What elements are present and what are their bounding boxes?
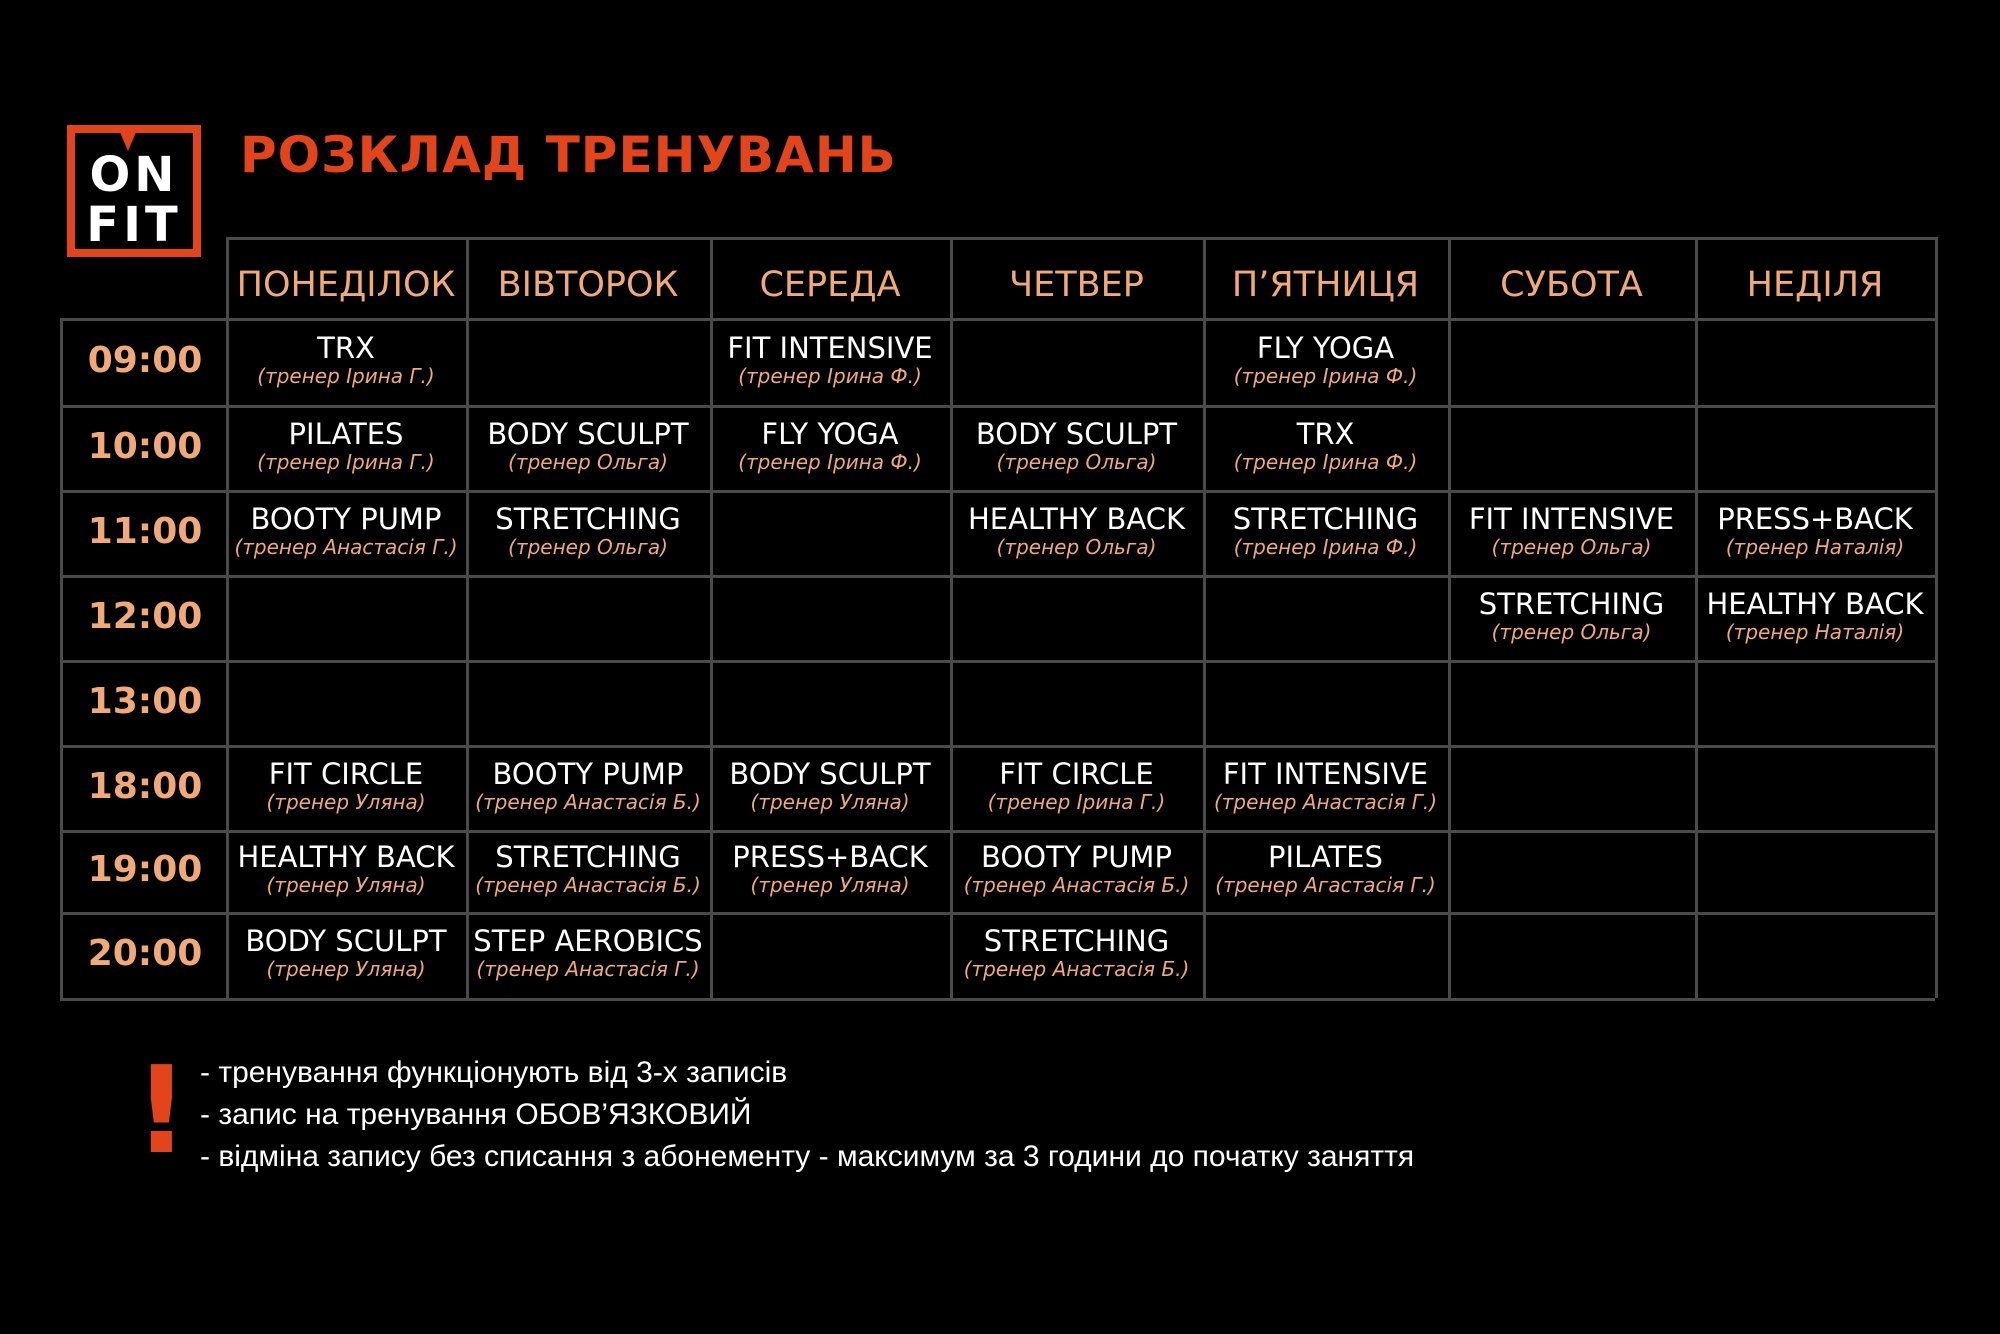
class-slot bbox=[1695, 588, 1935, 644]
time-label: 20:00 bbox=[87, 933, 203, 974]
class-slot bbox=[1203, 418, 1448, 474]
class-slot bbox=[466, 503, 710, 559]
trainer-name: (тренер Анастасія Б.) bbox=[475, 789, 701, 814]
grid-line-row bbox=[60, 575, 1935, 578]
trainer-name: (тренер Анастасія Б.) bbox=[475, 873, 701, 897]
class-name: FLY YOGA bbox=[761, 416, 899, 451]
class-slot bbox=[1203, 841, 1448, 897]
trainer-name: (тренер Ірина Ф.) bbox=[1233, 363, 1418, 388]
grid-line-col bbox=[60, 318, 63, 998]
time-label: 12:00 bbox=[87, 595, 203, 637]
trainer-name: (тренер Наталія) bbox=[1725, 534, 1905, 559]
class-slot bbox=[1695, 503, 1935, 559]
class-name: FIT INTENSIVE bbox=[1222, 756, 1429, 791]
class-name: PILATES bbox=[288, 416, 404, 451]
class-slot bbox=[226, 332, 466, 388]
class-name: PRESS+BACK bbox=[732, 840, 928, 874]
trainer-name: (тренер Уляна) bbox=[750, 789, 910, 814]
class-name: STRETCHING bbox=[983, 924, 1170, 958]
note-line: - тренування функціонують від 3-х записів bbox=[200, 1056, 788, 1089]
class-name: FIT INTENSIVE bbox=[1468, 501, 1675, 536]
trainer-name: (тренер Ольга) bbox=[508, 534, 668, 559]
grid-line-row bbox=[60, 405, 1935, 408]
class-name: PRESS+BACK bbox=[1717, 501, 1913, 536]
class-name: TRX bbox=[317, 330, 375, 365]
trainer-name: (тренер Ольга) bbox=[508, 449, 668, 474]
class-slot bbox=[710, 418, 950, 474]
logo-text-on: ON bbox=[89, 147, 179, 203]
class-name: BODY SCULPT bbox=[729, 756, 931, 791]
trainer-name: (тренер Ольга) bbox=[1491, 619, 1652, 644]
class-name: HEALTHY BACK bbox=[1706, 586, 1924, 621]
class-name: HEALTHY BACK bbox=[237, 840, 455, 874]
time-label: 13:00 bbox=[87, 680, 203, 722]
class-slot bbox=[1448, 503, 1695, 559]
grid-line-row bbox=[60, 318, 1935, 321]
logo-text-fit: FIT bbox=[86, 197, 182, 253]
class-slot bbox=[950, 503, 1203, 559]
class-name: BODY SCULPT bbox=[487, 416, 689, 451]
class-slot bbox=[226, 758, 466, 814]
class-slot bbox=[226, 925, 466, 981]
trainer-name: (тренер Ірина Г.) bbox=[257, 363, 435, 388]
class-name: STEP AEROBICS bbox=[473, 924, 703, 958]
class-name: PILATES bbox=[1268, 840, 1383, 874]
trainer-name: (тренер Ірина Ф.) bbox=[1233, 534, 1418, 559]
day-header: СЕРЕДА bbox=[759, 265, 901, 305]
trainer-name: (тренер Уляна) bbox=[750, 873, 910, 897]
grid-line-row bbox=[60, 830, 1935, 833]
day-header: СУБОТА bbox=[1500, 265, 1643, 305]
time-label: 18:00 bbox=[87, 765, 203, 807]
class-name: TRX bbox=[1296, 416, 1355, 451]
class-slot bbox=[950, 841, 1203, 897]
class-slot bbox=[466, 418, 710, 474]
trainer-name: (тренер Уляна) bbox=[266, 873, 426, 897]
class-slot bbox=[466, 841, 710, 897]
class-slot bbox=[226, 418, 466, 474]
class-name: BOOTY PUMP bbox=[250, 501, 442, 536]
class-slot bbox=[710, 841, 950, 897]
trainer-name: (тренер Ірина Г.) bbox=[987, 789, 1166, 814]
trainer-name: (тренер Ірина Ф.) bbox=[738, 449, 922, 474]
trainer-name: (тренер Наталія) bbox=[1725, 619, 1905, 644]
grid-line-col bbox=[1935, 237, 1938, 998]
note-line: - відміна запису без списання з абонементу - максимум за 3 години до початку заняття bbox=[200, 1140, 1415, 1173]
trainer-name: (тренер Ольга) bbox=[996, 534, 1157, 559]
day-header: П’ЯТНИЦЯ bbox=[1231, 265, 1420, 305]
time-label: 19:00 bbox=[87, 849, 203, 890]
day-header: ВІВТОРОК bbox=[497, 265, 679, 305]
class-name: STRETCHING bbox=[1232, 501, 1419, 536]
trainer-name: (тренер Ольга) bbox=[996, 449, 1157, 474]
page-title: РОЗКЛАД ТРЕНУВАНЬ bbox=[240, 126, 897, 184]
grid-line-row bbox=[60, 912, 1935, 915]
trainer-name: (тренер Уляна) bbox=[266, 789, 426, 814]
class-slot bbox=[950, 758, 1203, 814]
time-label: 10:00 bbox=[87, 425, 203, 467]
class-slot bbox=[1448, 588, 1695, 644]
class-name: FIT CIRCLE bbox=[268, 756, 424, 791]
notes-list bbox=[200, 1052, 1414, 1178]
day-header: ПОНЕДІЛОК bbox=[236, 265, 456, 305]
trainer-name: (тренер Агастасія Г.) bbox=[1215, 873, 1436, 897]
class-name: BOOTY PUMP bbox=[492, 756, 684, 791]
class-name: FIT CIRCLE bbox=[999, 756, 1154, 791]
class-name: BOOTY PUMP bbox=[981, 840, 1172, 874]
class-slot bbox=[226, 503, 466, 559]
trainer-name: (тренер Анастасія Б.) bbox=[963, 957, 1190, 981]
class-name: BODY SCULPT bbox=[975, 416, 1178, 451]
class-name: FIT INTENSIVE bbox=[727, 330, 933, 365]
day-header: НЕДІЛЯ bbox=[1746, 265, 1884, 305]
class-slot bbox=[1203, 758, 1448, 814]
trainer-name: (тренер Ірина Ф.) bbox=[738, 363, 922, 388]
trainer-name: (тренер Уляна) bbox=[266, 957, 426, 981]
class-name: HEALTHY BACK bbox=[967, 501, 1186, 536]
grid-line-top bbox=[226, 237, 1935, 240]
grid-line-row bbox=[60, 490, 1935, 493]
class-name: STRETCHING bbox=[495, 840, 681, 874]
class-slot bbox=[1203, 503, 1448, 559]
grid-line-row bbox=[60, 998, 1935, 1001]
class-slot bbox=[1203, 332, 1448, 388]
time-label: 09:00 bbox=[87, 339, 203, 381]
class-name: FLY YOGA bbox=[1256, 330, 1395, 365]
class-slot bbox=[710, 332, 950, 388]
grid-line-row bbox=[60, 745, 1935, 748]
note-line: - запис на тренування ОБОВ’ЯЗКОВИЙ bbox=[200, 1098, 752, 1131]
trainer-name: (тренер Анастасія Г.) bbox=[1213, 789, 1438, 814]
class-name: STRETCHING bbox=[1478, 586, 1665, 621]
class-slot bbox=[950, 925, 1203, 981]
warning-mark: ! bbox=[134, 1042, 189, 1181]
class-slot bbox=[950, 418, 1203, 474]
day-header: ЧЕТВЕР bbox=[1009, 265, 1144, 305]
grid-line-row bbox=[60, 660, 1935, 663]
trainer-name: (тренер Ольга) bbox=[1491, 534, 1652, 559]
time-label: 11:00 bbox=[87, 510, 203, 552]
class-slot bbox=[466, 925, 710, 981]
class-name: STRETCHING bbox=[495, 501, 681, 536]
class-name: BODY SCULPT bbox=[245, 924, 447, 958]
trainer-name: (тренер Анастасія Г.) bbox=[476, 957, 700, 981]
trainer-name: (тренер Ірина Г.) bbox=[257, 449, 435, 474]
class-slot bbox=[710, 758, 950, 814]
class-slot bbox=[466, 758, 710, 814]
trainer-name: (тренер Анастасія Г.) bbox=[234, 534, 458, 559]
class-slot bbox=[226, 841, 466, 897]
trainer-name: (тренер Ірина Ф.) bbox=[1233, 449, 1418, 474]
trainer-name: (тренер Анастасія Б.) bbox=[963, 873, 1190, 897]
